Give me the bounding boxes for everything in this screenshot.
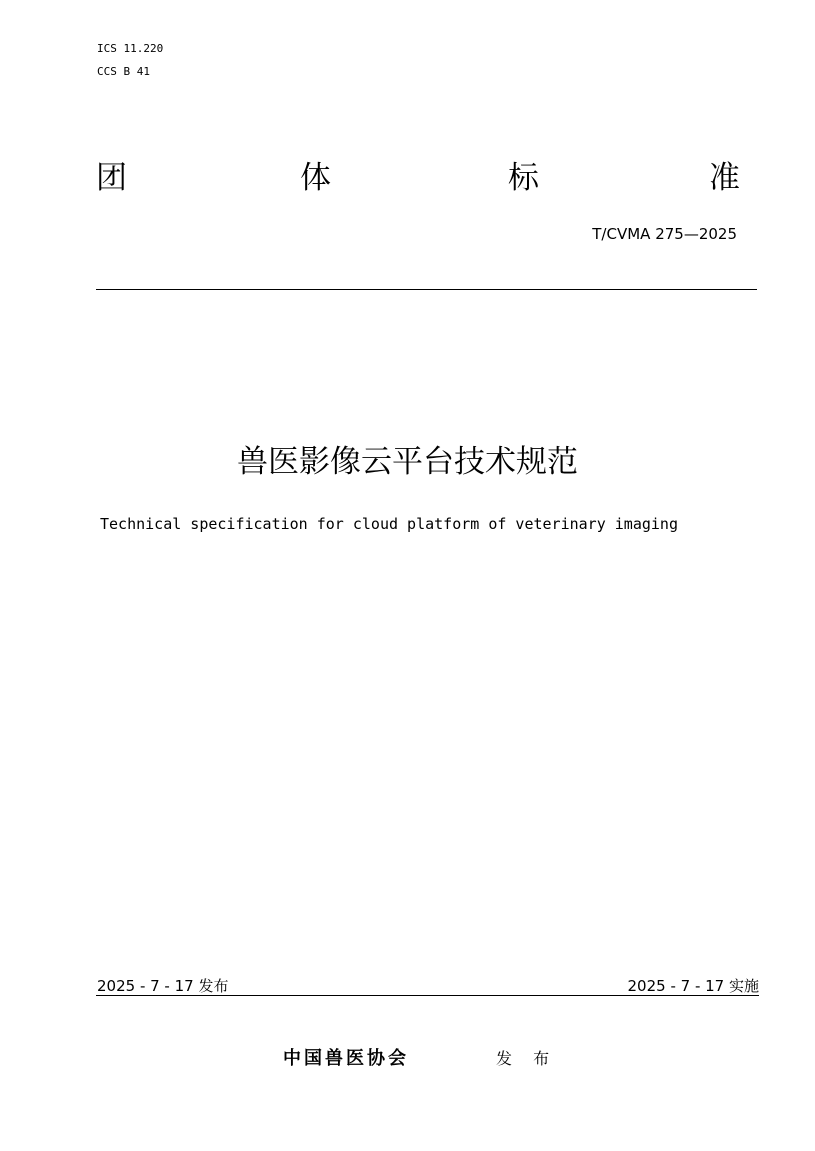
publisher-action: 发 布: [496, 1049, 558, 1068]
standard-kind-char-4: 准: [709, 160, 740, 196]
standard-kind-char-2: 体: [300, 160, 331, 196]
ics-code: ICS 11.220: [97, 42, 164, 55]
header-divider: [96, 289, 757, 290]
title-chinese: 兽医影像云平台技术规范: [237, 444, 578, 480]
ccs-code: CCS B 41: [97, 65, 150, 78]
publisher-name: 中国兽医协会: [283, 1048, 409, 1069]
standard-number: T/CVMA 275—2025: [592, 225, 737, 243]
standard-kind-char-3: 标: [508, 160, 539, 196]
standard-kind-char-1: 团: [96, 160, 127, 196]
title-english: Technical specification for cloud platform of veterinary imaging: [100, 515, 678, 533]
implementation-date: 2025 - 7 - 17 实施: [627, 977, 759, 995]
issue-date: 2025 - 7 - 17 发布: [97, 977, 229, 995]
footer-divider: [96, 995, 759, 996]
